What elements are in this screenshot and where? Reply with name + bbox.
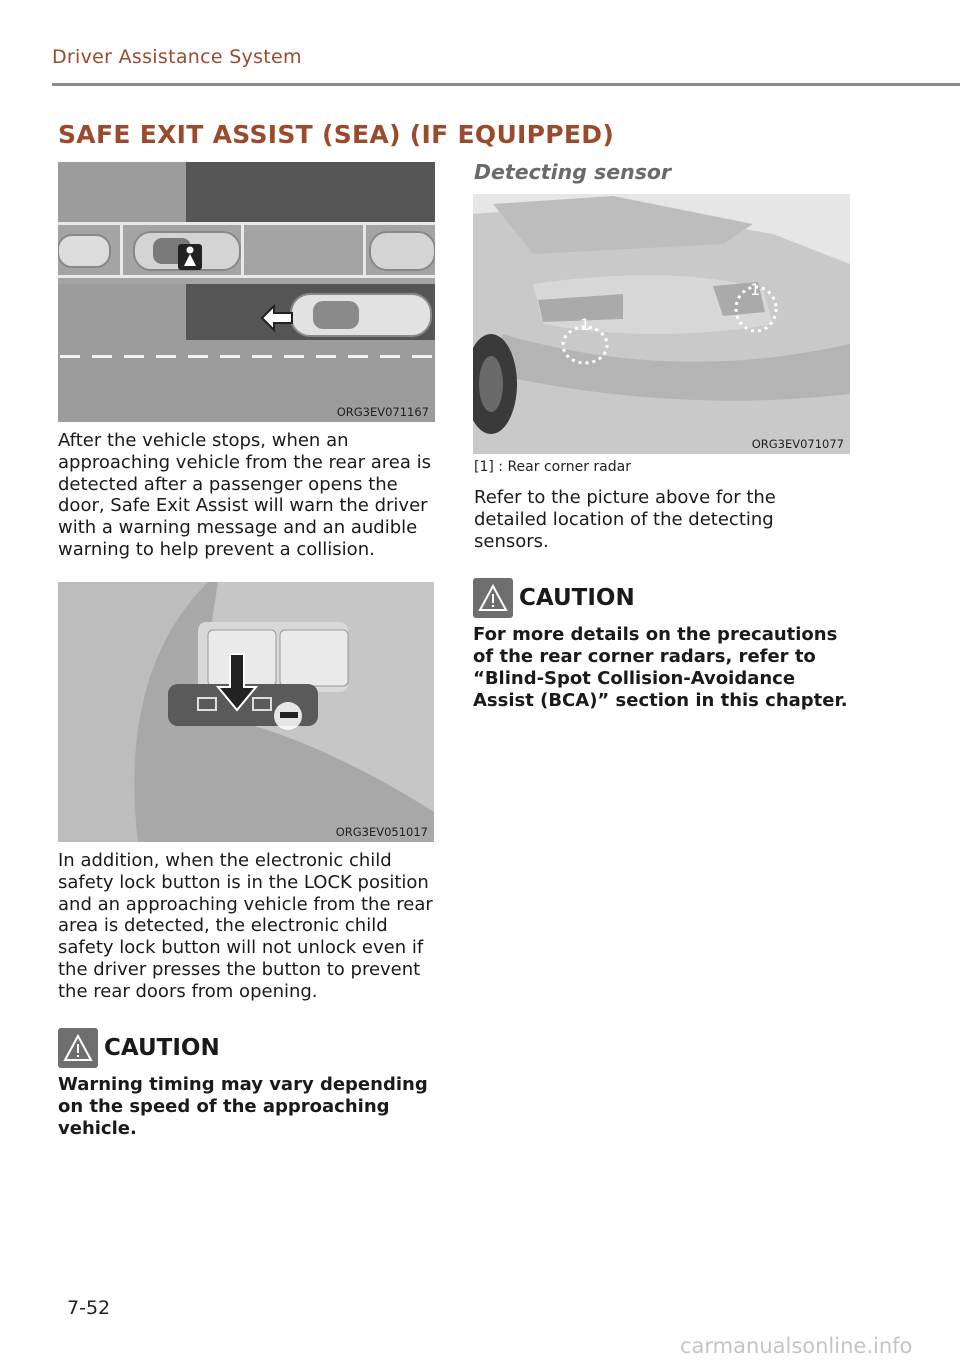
- parking-scene-graphic: [58, 162, 435, 422]
- header-divider: [52, 83, 960, 86]
- radar-marker-label: 1: [750, 280, 761, 299]
- description-paragraph: After the vehicle stops, when an approaching vehicle from the rear area is detected after a passenger opens the door, Safe Exit Assist will warn the driver with a warning message and an audible warning to help prevent a collision.: [58, 430, 431, 560]
- caution-label: CAUTION: [519, 585, 635, 611]
- figure-code: ORG3EV071167: [336, 405, 429, 419]
- warning-triangle-icon: [473, 578, 513, 618]
- running-header: Driver Assistance System: [52, 46, 302, 68]
- section-title: SAFE EXIT ASSIST (SEA) (IF EQUIPPED): [58, 120, 615, 149]
- caution-notice: [58, 1028, 443, 1140]
- description-paragraph: In addition, when the electronic child safety lock button is in the LOCK position and an approaching vehicle from the rear area is detected, the electronic child safety lock button will not unlock even if the driver presses the button to prevent the rear doors from opening.: [58, 850, 433, 1002]
- caution-text: Warning timing may vary depending on the speed of the approaching vehicle.: [58, 1074, 428, 1139]
- watermark: carmanualsonline.info: [680, 1334, 913, 1358]
- vehicle-rear-graphic: [473, 194, 850, 454]
- warning-triangle-icon: [58, 1028, 98, 1068]
- subheading: Detecting sensor: [474, 160, 672, 184]
- figure-parking-illustration: [58, 162, 435, 422]
- door-panel-graphic: [58, 582, 434, 842]
- caution-header: [473, 578, 853, 618]
- caution-text: For more details on the precautions of the rear corner radars, refer to “Blind-Spot Collision-Avoidance Assist (BCA)” section in this chapter.: [473, 624, 848, 711]
- figure-legend: [1] : Rear corner radar: [474, 459, 631, 475]
- figure-code: ORG3EV071077: [751, 437, 844, 451]
- caution-label: CAUTION: [104, 1035, 220, 1061]
- description-paragraph: Refer to the picture above for the detailed location of the detecting sensors.: [474, 487, 776, 552]
- figure-code: ORG3EV051017: [335, 825, 428, 839]
- figure-rear-corner-radar: [473, 194, 850, 454]
- radar-marker-label: 1: [580, 315, 591, 334]
- caution-header: [58, 1028, 443, 1068]
- figure-child-lock-button: [58, 582, 434, 842]
- caution-notice: [473, 578, 853, 712]
- page-number: 7-52: [67, 1297, 111, 1319]
